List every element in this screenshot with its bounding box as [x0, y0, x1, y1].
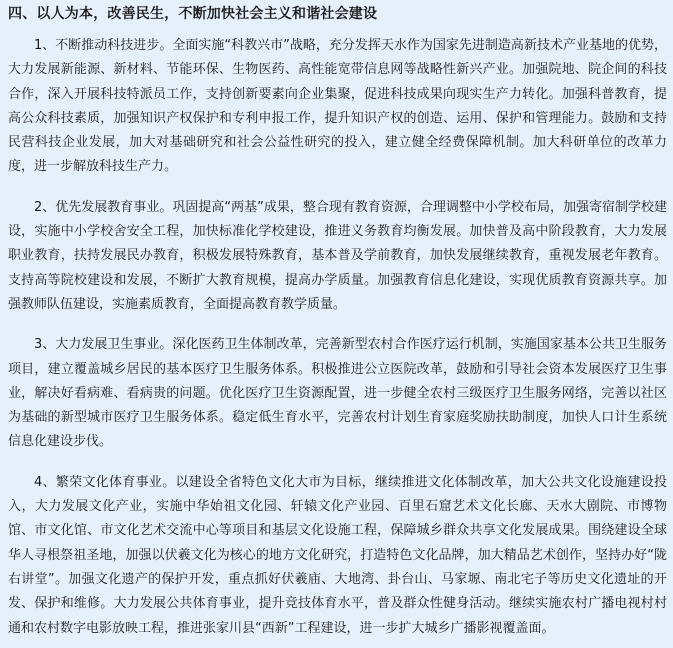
paragraph-education: 2、优先发展教育事业。巩固提高“两基”成果，整合现有教育资源，合理调整中小学校布局，加强寄宿制学校建设，实施中小学校舍安全工程，加快标准化学校建设，推进义务教育均衡发展。加快普及高中阶段教育，大力发展职业教育，扶持发展民办教育，积极发展特殊教育，基本普及学前教育，加快发展继续教育，重视发展老年教育。支持高等院校建设和发展，不断扩大教育规模，提高办学质量。加强教育信息化建设，实现优质教育资源共享。加强教师队伍建设，实施素质教育，全面提高教育教学质量。 [8, 199, 667, 312]
section-title: 四、以人为本，改善民生，不断加快社会主义和谐社会建设 [8, 6, 378, 22]
paragraph-science-technology: 1、不断推动科技进步。全面实施“科教兴市”战略，充分发挥天水作为国家先进制造高新技术产业基地的优势，大力发展新能源、新材料、节能环保、生物医药、高性能宽带信息网等战略性新兴产业。加强院地、院企间的科技合作，深入开展科技特派员工作，支持创新要素向企业集聚，促进科技成果向现实生产力转化。加强科普教育，提高公众科技素质，加强知识产权保护和专利申报工作，提升知识产权的创造、运用、保护和管理能力。鼓励和支持民营科技企业发展，加大对基础研究和社会公益性研究的投入，建立健全经费保障机制。加大科研单位的改革力度，进一步解放科技生产力。 [8, 38, 667, 175]
paragraph-health: 3、大力发展卫生事业。深化医药卫生体制改革，完善新型农村合作医疗运行机制，实施国家基本公共卫生服务项目，建立覆盖城乡居民的基本医疗卫生服务体系。积极推进公立医院改革，鼓励和引导社会资本发展医疗卫生事业，解决好看病难、看病贵的问题。优化医疗卫生资源配置，进一步健全农村三级医疗卫生服务网络，完善以社区为基础的新型城市医疗卫生服务体系。稳定低生育水平，完善农村计划生育家庭奖励扶助制度，加快人口计生系统信息化建设步伐。 [8, 337, 667, 450]
paragraph-culture-sports: 4、繁荣文化体育事业。以建设全省特色文化大市为目标，继续推进文化体制改革，加大公共文化设施建设投入，大力发展文化产业，实施中华始祖文化园、轩辕文化产业园、百里石窟艺术文化长廊、天水大剧院、市博物馆、市文化馆、市文化艺术交流中心等项目和基层文化设施工程，保障城乡群众共享文化发展成果。围绕建设全球华人寻根祭祖圣地，加强以伏羲文化为核心的地方文化研究，打造特色文化品牌，加大精品艺术创作，坚持办好“陇右讲堂”。加强文化遗产的保护开发，重点抓好伏羲庙、大地湾、卦台山、马家塬、南北宅子等历史文化遗址的开发、保护和维修。大力发展公共体育事业，提升竞技体育水平，普及群众性健身活动。继续实施农村广播电视村村通和农村数字电影放映工程，推进张家川县“西新”工程建设，进一步扩大城乡广播影视覆盖面。 [8, 474, 667, 636]
